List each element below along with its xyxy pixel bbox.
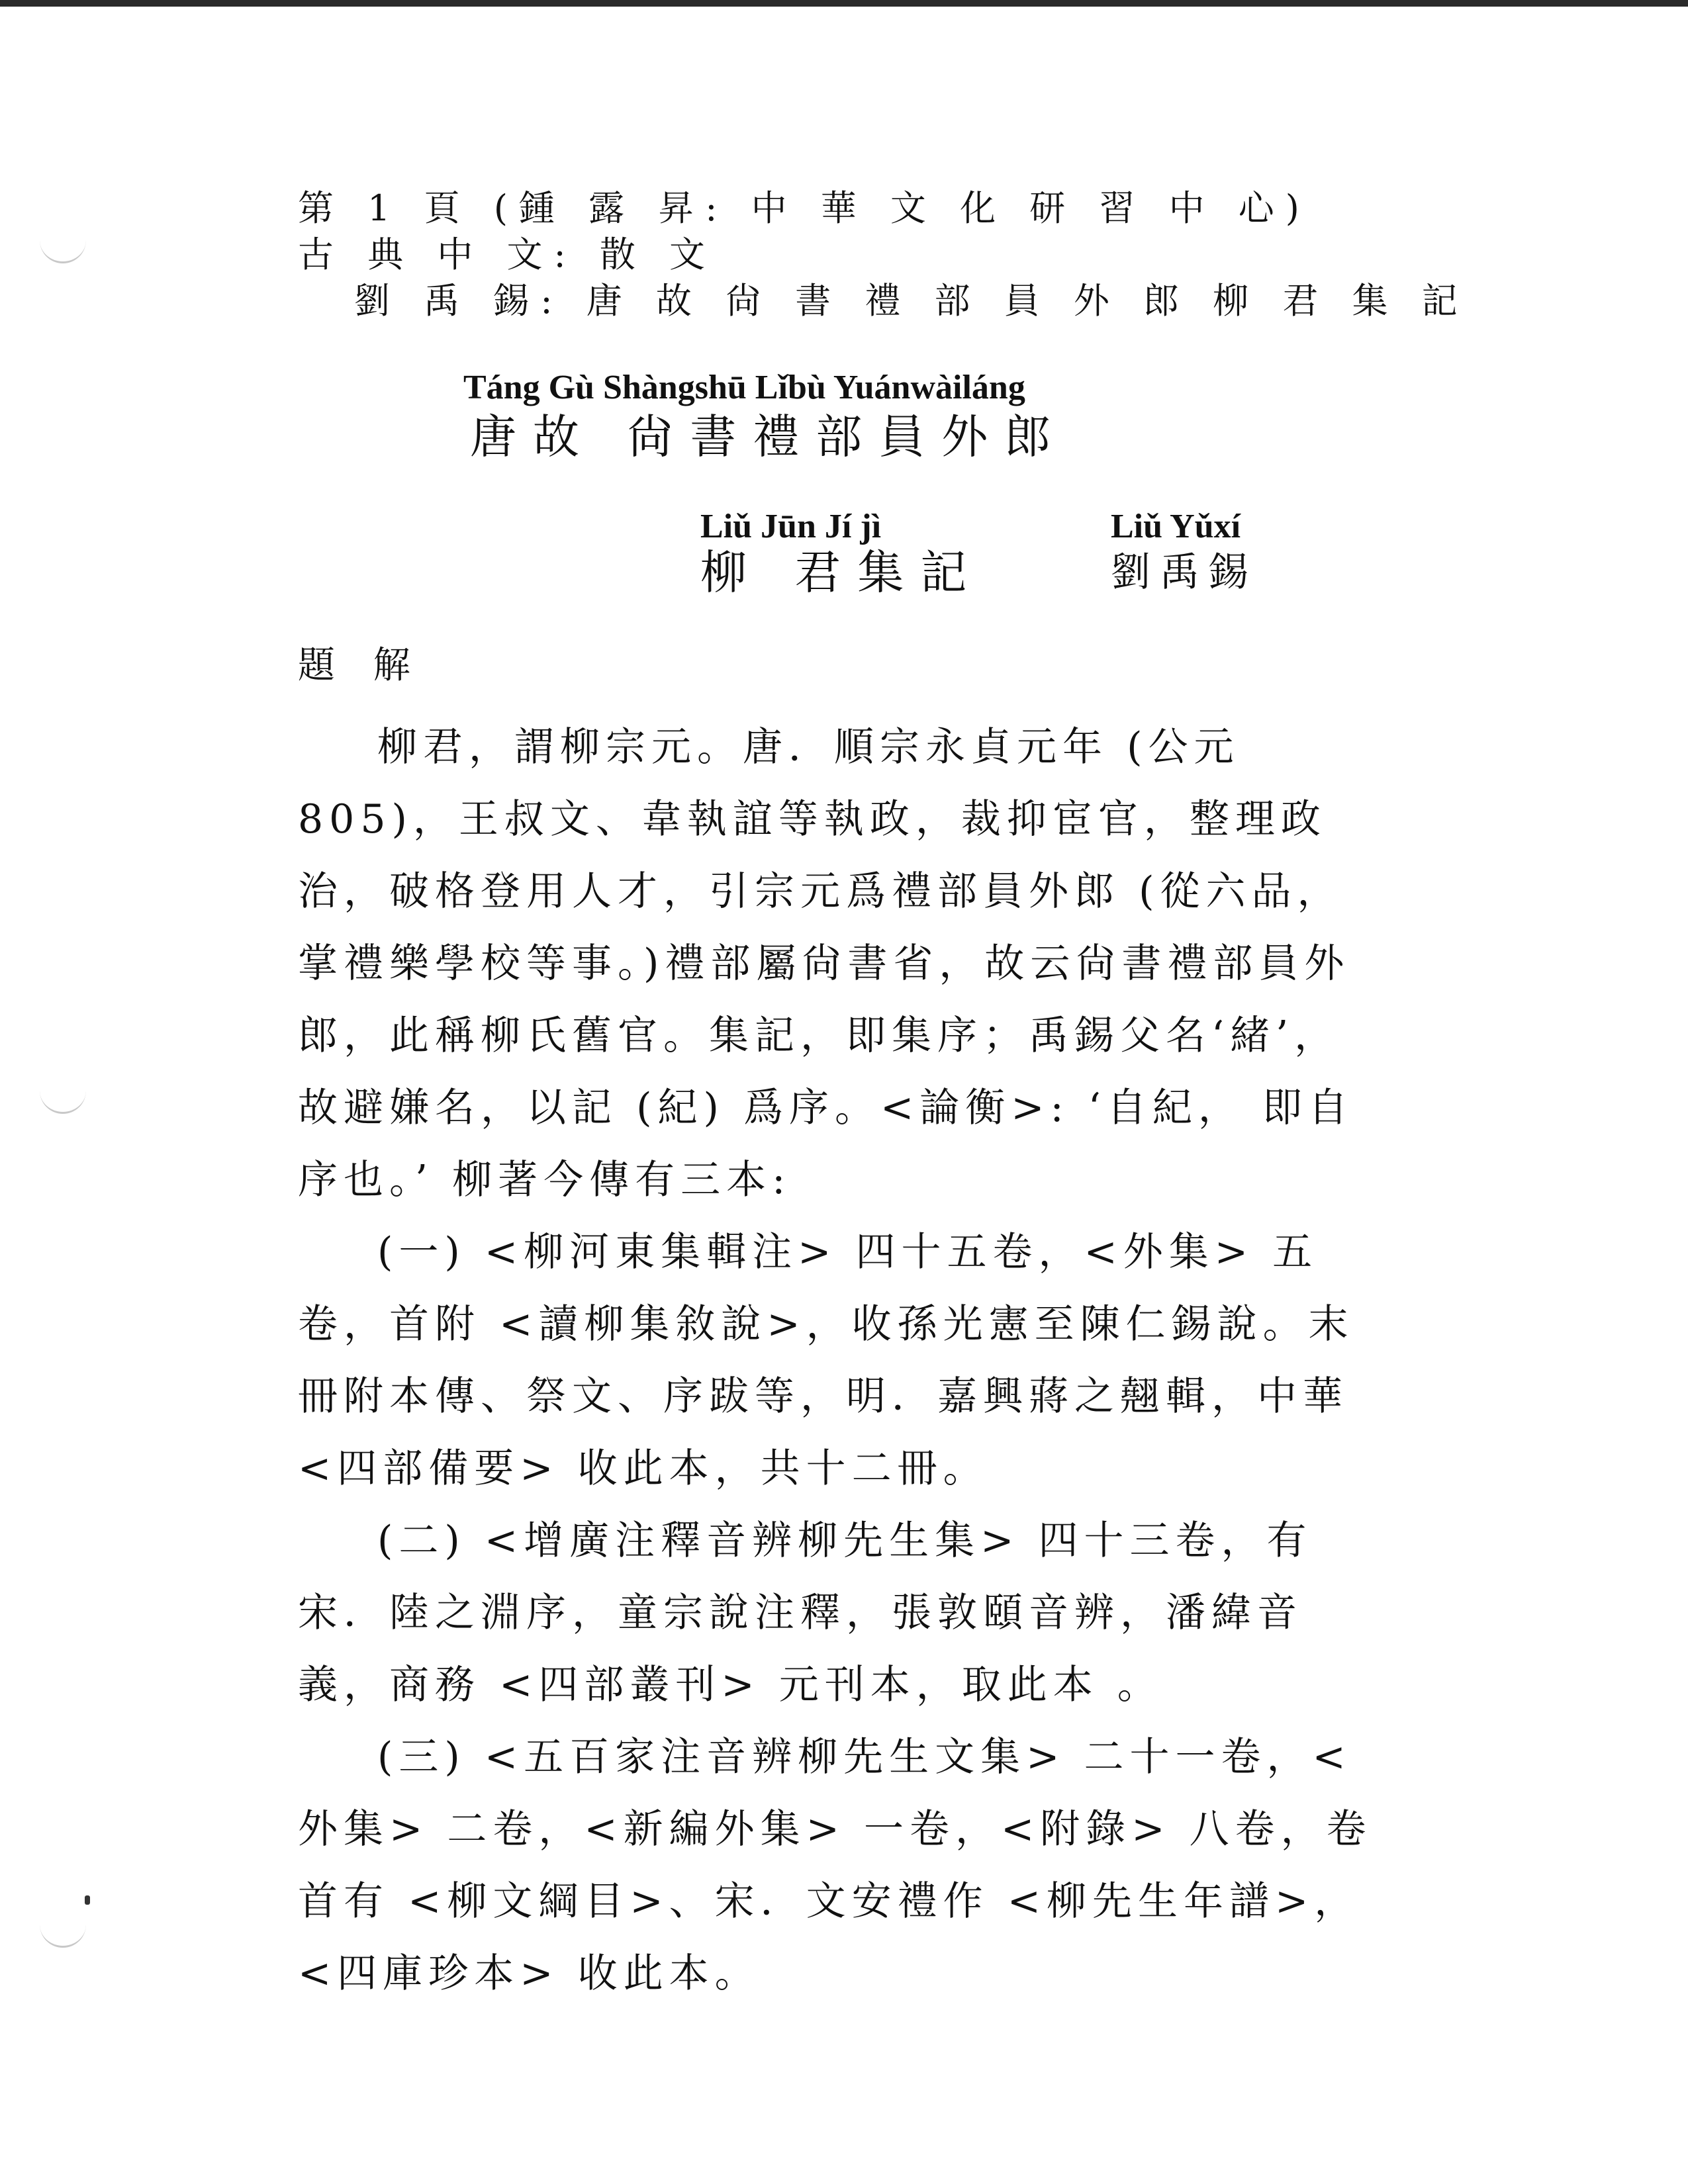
- punch-hole-mark: [40, 235, 86, 263]
- course-title: 古 典 中 文: 散 文: [298, 234, 717, 275]
- paragraph: (一) <柳河東集輯注> 四十五卷，<外集> 五卷，首附 <讀柳集敘說>，收孫光憲至陳仁錫說。末冊附本傳、祭文、序跋等，明．嘉興蔣之翹輯，中華 <四部備要> 收此本，共十二冊。: [298, 1229, 1354, 1492]
- page-header-line: 第 1 頁 (鍾 露 昇: 中 華 文 化 研 習 中 心): [298, 187, 1311, 229]
- lesson-title: 劉 禹 錫: 唐 故 尙 書 禮 部 員 外 郎 柳 君 集 記: [354, 280, 1469, 322]
- punch-hole-mark: [40, 1085, 86, 1114]
- subtitle-pinyin: Liǔ Jūn Jí jì: [700, 508, 882, 545]
- title-chinese: 唐故 尙書禮部員外郎: [470, 410, 1068, 464]
- paragraph: 柳君，謂柳宗元。唐．順宗永貞元年 (公元 805)，王叔文、韋執誼等執政，裁抑宦官，整理政治，破格登用人才，引宗元爲禮部員外郎 (從六品，掌禮樂學校等事。)禮部屬尙書省，故云尙書禮部員外郎，此稱柳氏舊官。集記，即集序；禹錫父名‘緒’，故避嫌名，以記 (紀) 爲序。<論衡>: ‘自紀， 即自序也。’ 柳著今傳有三本:: [298, 724, 1354, 1203]
- subtitle-chinese: 柳 君集記: [700, 545, 984, 600]
- scan-top-border: [0, 0, 1688, 7]
- paragraph: (二) <增廣注釋音辨柳先生集> 四十三卷，有宋．陸之淵序，童宗說注釋，張敦頤音辨，潘緯音義，商務 <四部叢刊> 元刊本，取此本 。: [298, 1518, 1313, 1708]
- punch-hole-mark: [40, 1919, 86, 1948]
- body-text: [298, 711, 1383, 2010]
- author-chinese: 劉禹錫: [1111, 549, 1258, 596]
- title-pinyin: Táng Gù Shàngshū Lǐbù Yuánwàiláng: [463, 369, 1025, 406]
- author-pinyin: Liǔ Yǔxí: [1111, 508, 1241, 545]
- scan-speck: [85, 1895, 90, 1905]
- section-heading: 題 解: [298, 644, 424, 687]
- paragraph: (三) <五百家注音辨柳先生文集> 二十一卷，<外集> 二卷，<新編外集> 一卷，<附錄> 八卷，卷首有 <柳文綱目>、宋．文安禮作 <柳先生年譜>， <四庫珍本> 收此本。: [298, 1734, 1372, 1997]
